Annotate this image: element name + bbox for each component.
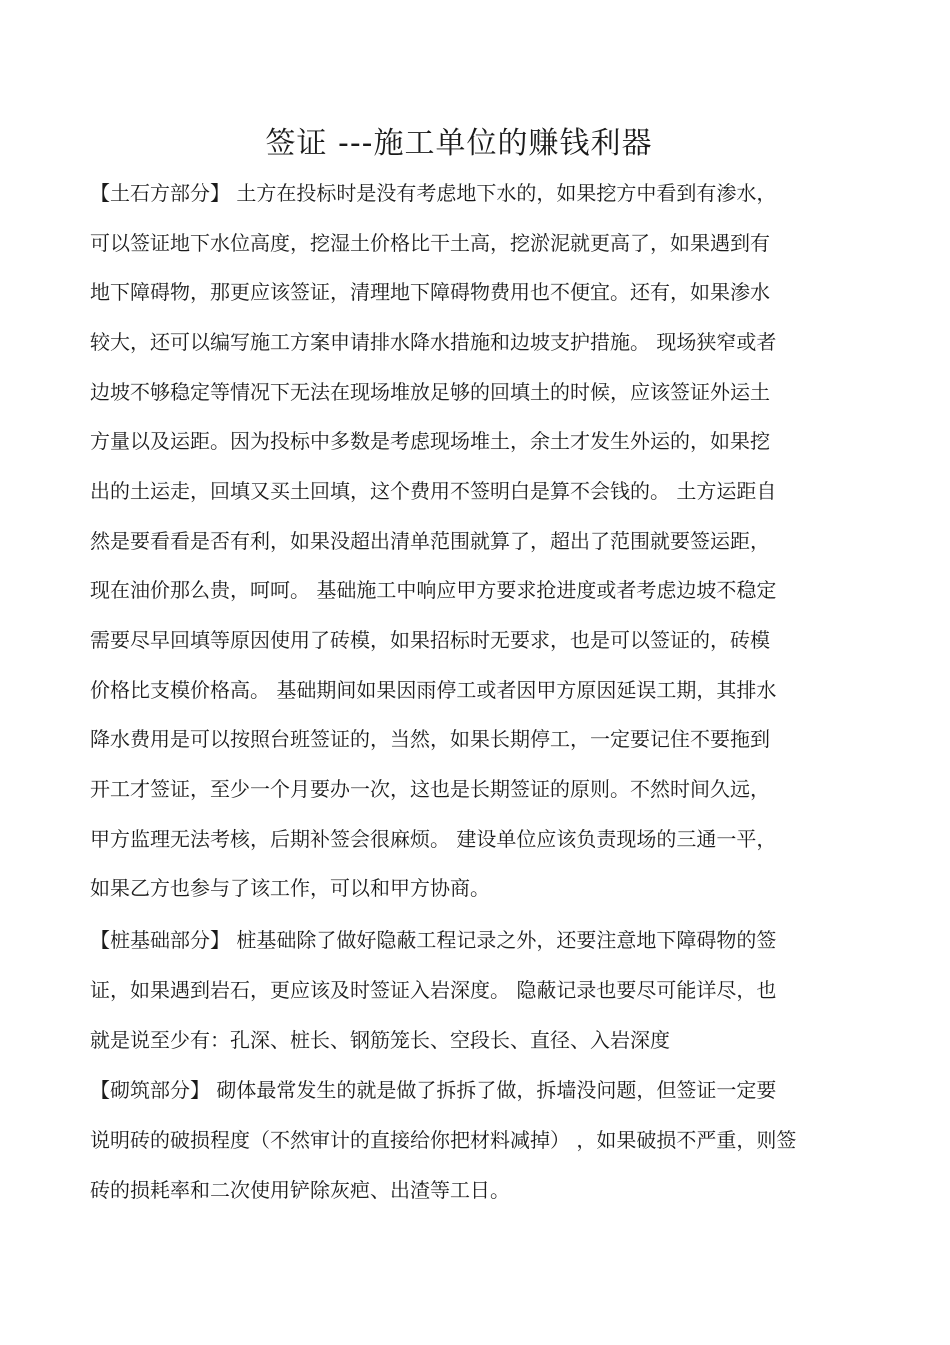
- text-line: 出的土运走，回填又买土回填，这个费用不签明白是算不会钱的。 土方运距自: [90, 479, 777, 503]
- text-line: 较大，还可以编写施工方案申请排水降水措施和边坡支护措施。 现场狭窄或者: [90, 330, 777, 354]
- text-line: 【桩基础部分】 桩基础除了做好隐蔽工程记录之外，还要注意地下障碍物的签: [90, 928, 777, 952]
- text-line: 证，如果遇到岩石，更应该及时签证入岩深度。 隐蔽记录也要尽可能详尽，也: [90, 978, 777, 1002]
- text-line: 砖的损耗率和二次使用铲除灰疤、出渣等工日。: [90, 1178, 510, 1202]
- text-line: 需要尽早回填等原因使用了砖模，如果招标时无要求，也是可以签证的，砖模: [90, 628, 770, 652]
- text-line: 现在油价那么贵，呵呵。 基础施工中响应甲方要求抢进度或者考虑边坡不稳定: [90, 578, 777, 602]
- text-line: 价格比支模价格高。 基础期间如果因雨停工或者因甲方原因延误工期，其排水: [90, 678, 777, 702]
- text-line: 方量以及运距。因为投标中多数是考虑现场堆土，余土才发生外运的，如果挖: [90, 429, 770, 453]
- text-line: 如果乙方也参与了该工作，可以和甲方协商。: [90, 876, 490, 900]
- document-title: 签证 ---施工单位的赚钱利器: [265, 126, 653, 161]
- text-line: 就是说至少有：孔深、桩长、钢筋笼长、空段长、直径、入岩深度: [90, 1028, 670, 1052]
- text-line: 降水费用是可以按照台班签证的，当然，如果长期停工，一定要记住不要拖到: [90, 727, 770, 751]
- text-line: 说明砖的破损程度（不然审计的直接给你把材料减掉） ，如果破损不严重，则签: [90, 1128, 797, 1152]
- text-line: 甲方监理无法考核，后期补签会很麻烦。 建设单位应该负责现场的三通一平，: [90, 827, 777, 851]
- text-line: 然是要看看是否有利，如果没超出清单范围就算了，超出了范围就要签运距，: [90, 529, 770, 553]
- text-line: 边坡不够稳定等情况下无法在现场堆放足够的回填土的时候，应该签证外运土: [90, 380, 770, 404]
- text-line: 【砌筑部分】 砌体最常发生的就是做了拆拆了做，拆墙没问题，但签证一定要: [90, 1078, 777, 1102]
- text-line: 地下障碍物，那更应该签证，清理地下障碍物费用也不便宜。还有，如果渗水: [90, 280, 770, 304]
- text-line: 开工才签证，至少一个月要办一次，这也是长期签证的原则。不然时间久远，: [90, 777, 770, 801]
- text-line: 可以签证地下水位高度，挖湿土价格比干土高，挖淤泥就更高了，如果遇到有: [90, 231, 770, 255]
- text-line: 【土石方部分】 土方在投标时是没有考虑地下水的，如果挖方中看到有渗水，: [90, 181, 777, 205]
